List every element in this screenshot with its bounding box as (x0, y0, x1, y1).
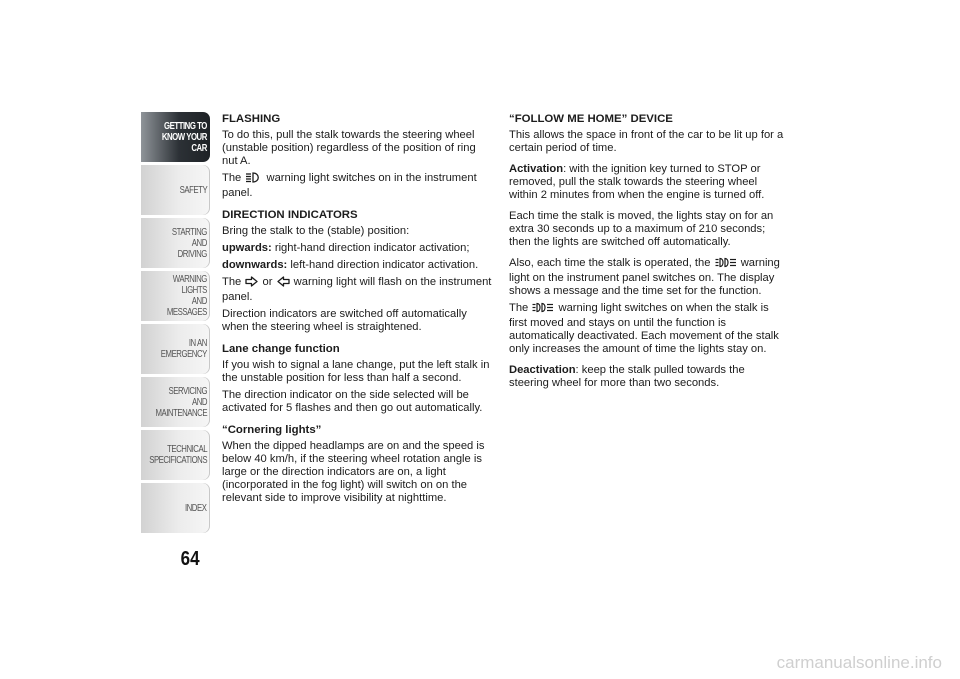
follow-me-home-icon (532, 302, 554, 317)
left-column (222, 113, 494, 509)
chapter-tabs (141, 112, 210, 536)
tab-technical-specifications[interactable] (141, 430, 210, 480)
activation-paragraph (509, 163, 787, 202)
follow-paragraph-1: This allows the space in front of the car to be lit up for a certain period of time. (509, 129, 784, 154)
tab-index[interactable] (141, 483, 210, 533)
also-paragraph (509, 257, 787, 298)
text-fragment: warning light switches on when the stalk is first moved and stays on until the function is automatically deactivated. Each movement of the stalk only increases the amount of time the lights stay on. (509, 302, 779, 355)
text-fragment: warning light on the instrument panel switches on. The display shows a message and the time set for the function. (509, 257, 780, 297)
warning-light-paragraph (509, 302, 787, 356)
tab-label: WARNING LIGHTS AND MESSAGES (166, 274, 207, 318)
flashing-paragraph-1: To do this, pull the stalk towards the steering wheel (unstable position) regardless of the position of ring nut A. (222, 129, 476, 167)
cornering-lights-heading: “Cornering lights” (222, 424, 322, 436)
cornering-paragraph: When the dipped headlamps are on and the speed is below 40 km/h, if the steering wheel rotation angle is large or the direction indicators are on, a light (incorporated in the fog light) will switch on on the relevant side to improve visibility at nighttime. (222, 440, 485, 504)
tab-label: TECHNICAL SPECIFICATIONS (149, 444, 207, 466)
tab-servicing-and-maintenance[interactable] (141, 377, 210, 427)
text-fragment: Also, each time the stalk is operated, the (509, 257, 711, 269)
tab-label: INDEX (185, 502, 207, 514)
downwards-label: downwards: (222, 259, 288, 271)
direction-paragraph-3: Direction indicators are switched off automatically when the steering wheel is straightened. (222, 308, 467, 333)
upwards-line (222, 242, 494, 255)
activation-text: : with the ignition key turned to STOP or removed, pull the stalk towards the steering wheel within 2 minutes from when the engine is turned off. (509, 163, 765, 201)
tab-label: IN AN EMERGENCY (160, 338, 207, 360)
text-fragment: warning light will flash on the instrument panel. (222, 276, 492, 303)
each-time-paragraph: Each time the stalk is moved, the lights stay on for an extra 30 seconds up to a maximum of 210 seconds; then the lights are switched off automatically. (509, 210, 774, 248)
tab-label: SAFETY (179, 184, 207, 196)
deactivation-paragraph (509, 364, 787, 390)
direction-paragraph-1: Bring the stalk to the (stable) position: (222, 225, 410, 237)
tab-label: SERVICING AND MAINTENANCE (155, 385, 207, 419)
right-arrow-icon (245, 276, 258, 291)
follow-me-home-icon (715, 257, 737, 272)
lane-paragraph-1: If you wish to signal a lane change, put the left stalk in the unstable position for less than half a second. (222, 359, 490, 384)
flashing-paragraph-2 (222, 172, 494, 200)
tab-warning-lights-and-messages[interactable] (141, 271, 210, 321)
tab-label: GETTING TO KNOW YOUR CAR (161, 120, 207, 154)
text-fragment: The (509, 302, 529, 314)
lane-paragraph-2: The direction indicator on the side selected will be activated for 5 flashes and then go out automatically. (222, 389, 483, 414)
upwards-label: upwards: (222, 242, 272, 254)
text-fragment: warning light switches on in the instrument panel. (222, 172, 477, 199)
tab-in-an-emergency[interactable] (141, 324, 210, 374)
direction-paragraph-2 (222, 276, 494, 304)
downwards-text: left-hand direction indicator activation. (290, 259, 479, 271)
left-arrow-icon (277, 276, 290, 291)
deactivation-text: : keep the stalk pulled towards the steering wheel for more than two seconds. (509, 364, 745, 389)
watermark: carmanualsonline.info (776, 653, 942, 672)
lane-change-heading: Lane change function (222, 343, 340, 355)
tab-label: STARTING AND DRIVING (171, 226, 207, 260)
direction-indicators-heading: DIRECTION INDICATORS (222, 209, 358, 221)
tab-getting-to-know-your-car[interactable] (141, 112, 210, 162)
high-beam-icon (245, 172, 262, 187)
text-fragment: or (262, 276, 273, 288)
tab-safety[interactable] (141, 165, 210, 215)
activation-label: Activation (509, 163, 564, 175)
downwards-line (222, 259, 494, 272)
text-fragment: The (222, 172, 242, 184)
upwards-text: right-hand direction indicator activation; (274, 242, 470, 254)
page-number: 64 (180, 548, 200, 570)
text-fragment: The (222, 276, 242, 288)
deactivation-label: Deactivation (509, 364, 576, 376)
right-column (509, 113, 787, 394)
flashing-heading: FLASHING (222, 113, 281, 125)
follow-me-home-heading: “FOLLOW ME HOME” DEVICE (509, 113, 673, 125)
tab-starting-and-driving[interactable] (141, 218, 210, 268)
